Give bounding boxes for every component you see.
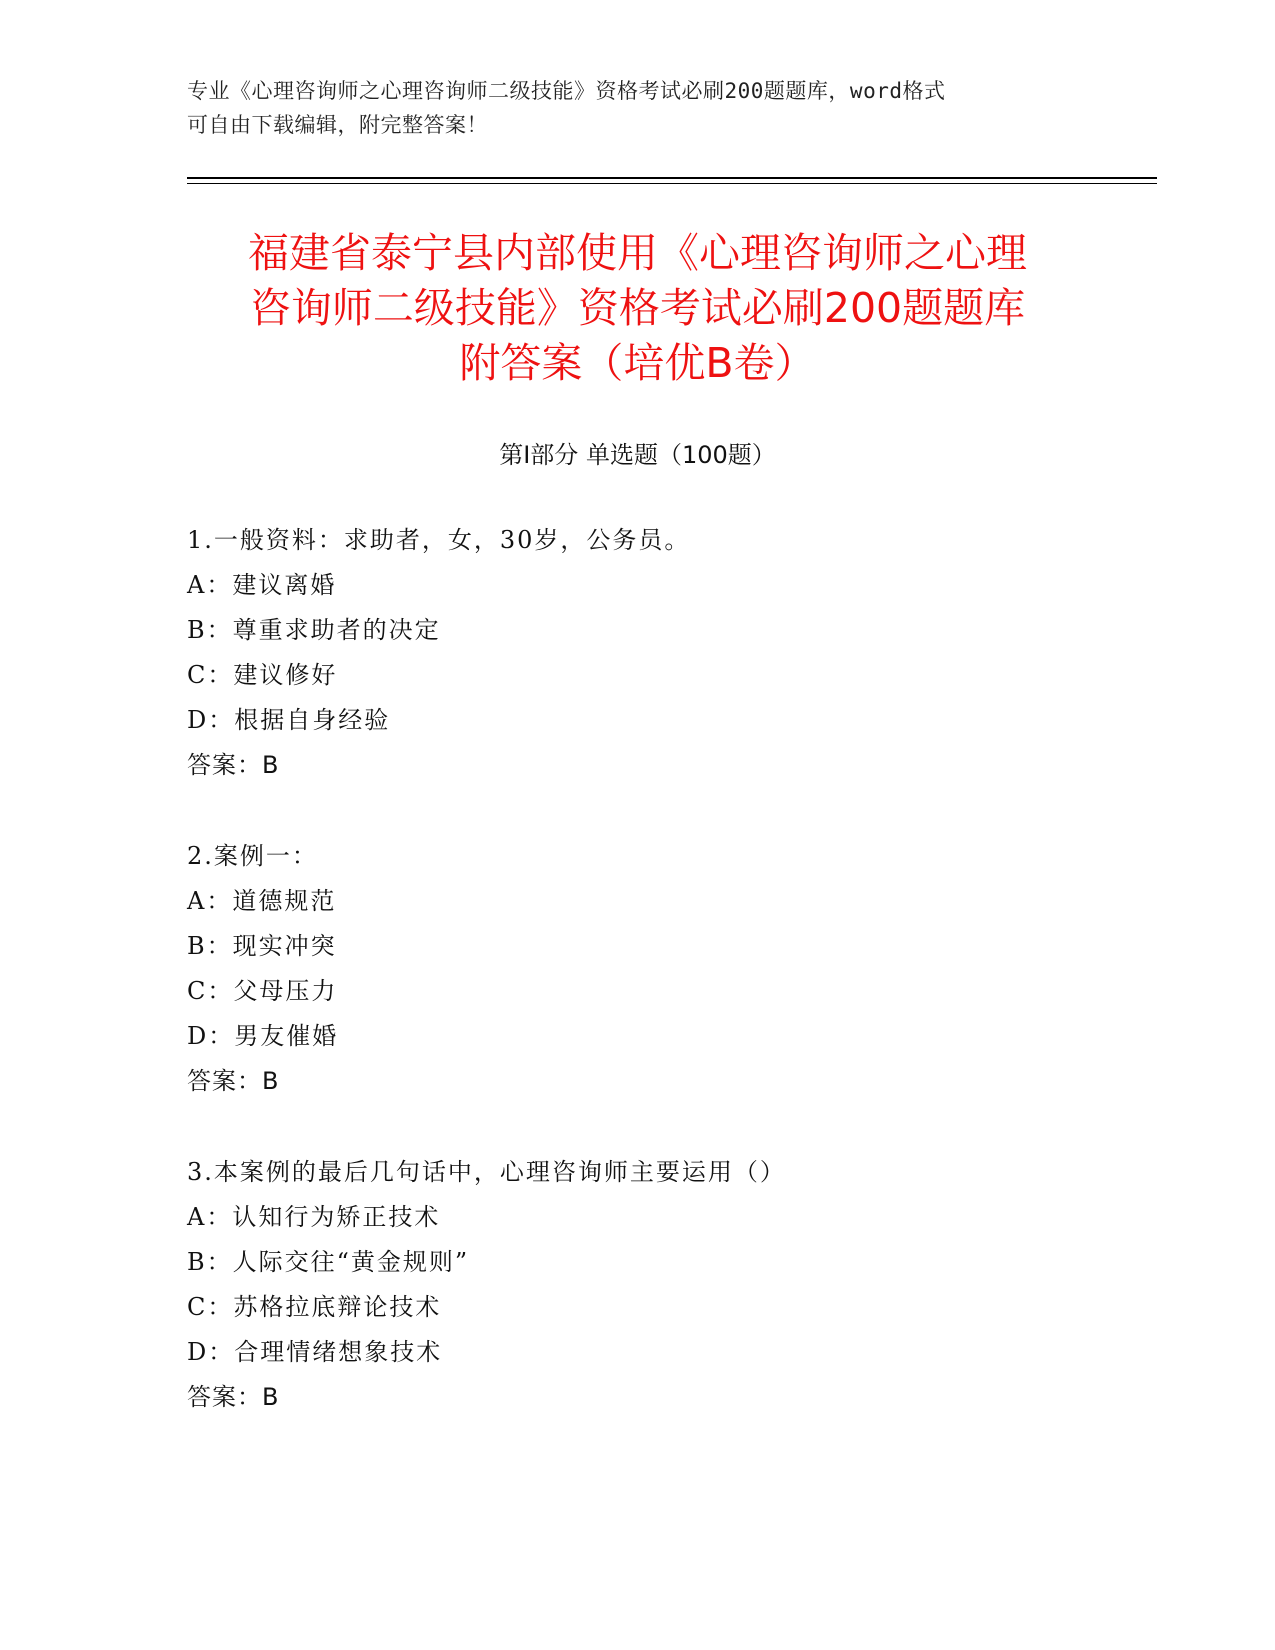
option-a: A：道德规范: [187, 887, 337, 915]
question-1: [187, 518, 1137, 788]
option-a: A：建议离婚: [187, 571, 337, 599]
answer: 答案：B: [187, 1383, 280, 1411]
question-stem: 2.案例一：: [187, 842, 318, 870]
option-d: D：男友催婚: [187, 1022, 339, 1050]
option-c: C：苏格拉底辩论技术: [187, 1293, 442, 1321]
header-note-line-1: 专业《心理咨询师之心理咨询师二级技能》资格考试必刷200题题库，word格式: [187, 79, 946, 103]
document-title-line-1: 福建省泰宁县内部使用《心理咨询师之心理: [248, 229, 1027, 277]
document-title-line-3: 附答案（培优B卷）: [459, 339, 816, 387]
option-b: B：人际交往“黄金规则”: [187, 1248, 470, 1276]
option-d: D：根据自身经验: [187, 706, 391, 734]
answer: 答案：B: [187, 751, 280, 779]
option-d: D：合理情绪想象技术: [187, 1338, 443, 1366]
section-title: 第Ⅰ部分 单选题（100题）: [499, 441, 776, 469]
option-b: B：尊重求助者的决定: [187, 616, 441, 644]
question-2: [187, 834, 1137, 1104]
question-3: [187, 1150, 1137, 1420]
header-divider-thin: [187, 183, 1157, 184]
question-stem: 3.本案例的最后几句话中，心理咨询师主要运用（）: [187, 1158, 786, 1186]
header-note: [187, 74, 1087, 142]
option-c: C：父母压力: [187, 977, 338, 1005]
option-a: A：认知行为矫正技术: [187, 1203, 441, 1231]
option-b: B：现实冲突: [187, 932, 337, 960]
header-note-line-2: 可自由下载编辑，附完整答案！: [187, 113, 488, 137]
question-stem: 1.一般资料：求助者，女，30岁，公务员。: [187, 526, 691, 554]
document-title-line-2: 咨询师二级技能》资格考试必刷200题题库: [249, 284, 1026, 332]
answer: 答案：B: [187, 1067, 280, 1095]
header-divider-thick: [187, 177, 1157, 179]
option-c: C：建议修好: [187, 661, 338, 689]
document-title: [100, 226, 1175, 391]
